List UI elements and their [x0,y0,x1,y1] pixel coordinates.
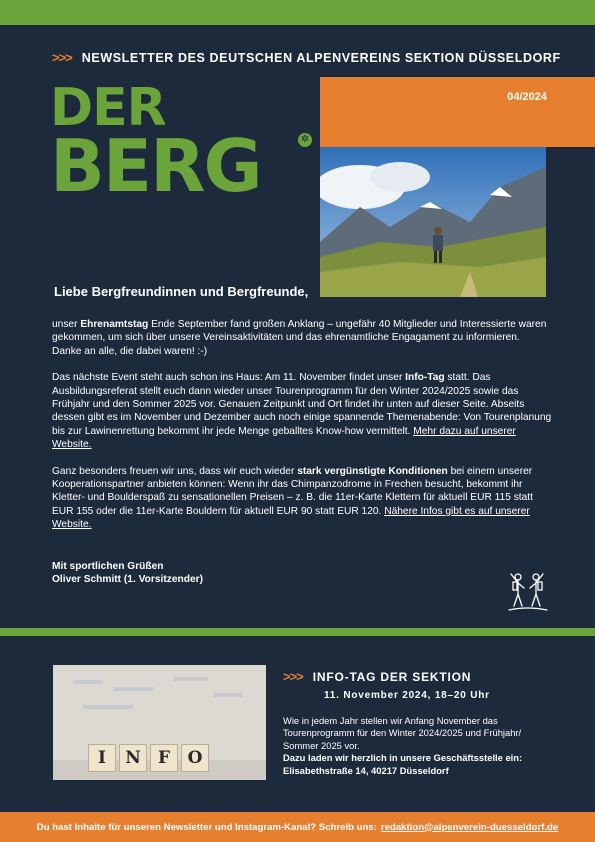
mountain-photo-illustration [320,147,546,297]
website-link-info[interactable]: Nähere Infos gibt es auf unserer Website. [52,505,530,531]
letter-cube: I [88,744,116,772]
footer-text: Du hast Inhalte für unseren Newsletter und Instagram-Kanal? Schreib uns: [36,821,377,833]
paragraph-info-tag [52,371,552,451]
bold-text: Ehrenamtstag [80,319,149,330]
newsletter-title: NEWSLETTER DES DEUTSCHEN ALPENVEREINS SEKTION DÜSSELDORF [81,50,561,65]
bold-text: Info-Tag [405,372,445,384]
text: Das nächste Event steht auch schon ins Haus: Am 11. November findet unser [52,372,406,384]
info-title: INFO-TAG DER SEKTION [312,669,472,684]
text: Ganz besonders freuen wir uns, dass wir euch wieder [52,465,298,477]
chevrons-icon: >>> [52,50,72,65]
issue-box [320,77,595,147]
der-berg-logo [50,78,261,208]
footer-bar [0,812,595,842]
website-link[interactable]: Mehr dazu auf unserer Website. [52,425,516,451]
issue-number: 04/2024 [507,91,547,103]
footer-email-link[interactable]: redaktion@alpenverein-duesseldorf.de [380,821,559,833]
info-text: Wie in jedem Jahr stellen wir Anfang November das Tourenprogramm für den Winter 2024/2025 und Frühjahr/ Sommer 2025 vor. [283,715,522,751]
edelweiss-icon: ✲ [298,133,312,147]
signature [52,560,203,587]
signature-name: Oliver Schmitt (1. Vorsitzender) [52,574,203,586]
info-address: Elisabethstraße 14, 40217 Düsseldorf [283,764,449,776]
logo-berg: BERG [50,124,261,208]
text: Ende September fand großen Anklang – ungefähr 40 Mitglieder und Interessierte waren gekommen, um sich über unsere Vereinsaktivitäten und das ehrenamtliche Engagament zu informieren. Danke an alle, die dabei waren! :-) [52,319,547,357]
logo-der: DER [50,78,166,138]
signature-greeting: Mit sportlichen Grüßen [52,561,164,572]
letter-cube: N [119,744,147,772]
text: unser [52,319,81,330]
letter-cube: O [181,744,209,772]
mountain-hiker-photo [320,147,546,297]
paragraph-konditionen [52,465,552,532]
info-section-header [283,669,471,684]
text: bei einem unserer Kooperationspartner anbieten können: Wenn ihr das Chimpanzodrome in Frechen besucht, bekommt ihr Kletter- und Boulderspaß zu sensationellen Preisen – z. B. die 11er-Karte Klettern für aktuell EUR 115 statt EUR 155 oder die 11er-Karte Bouldern für aktuell EUR 90 statt EUR 120. [52,465,533,517]
info-description [283,715,553,777]
top-green-bar [0,0,595,25]
greeting: Liebe Bergfreundinnen und Bergfreunde, [54,284,309,299]
newsletter-body [52,318,552,545]
info-invitation: Dazu laden wir herzlich in unsere Geschäftsstelle ein: [283,752,523,764]
divider-green-bar [0,628,595,636]
letter-cube: F [150,744,178,772]
paragraph-ehrenamtstag [52,318,552,358]
chevrons-icon: >>> [283,669,303,684]
info-date: 11. November 2024, 18–20 Uhr [324,690,490,701]
text: statt. Das Ausbildungsreferat stellt euch dann wieder unser Tourenprogramm für den Winter 2024/2025 sowie das Frühjahr und den Sommer 2025 vor. Genauen Zeitpunkt und Ort findet ihr unten auf dieser Seite. Abseits dessen gibt es im November und Dezember auch noch einige spannende Themenabende: Von Tourenplanung bis zur Lawinenrettung bekommt ihr jede Menge geballtes Know-how vermittelt. [52,372,552,437]
hikers-icon [505,568,551,614]
bold-text: stark vergünstigte Konditionen [297,465,448,477]
newsletter-header [52,50,561,65]
info-cubes [88,744,209,772]
